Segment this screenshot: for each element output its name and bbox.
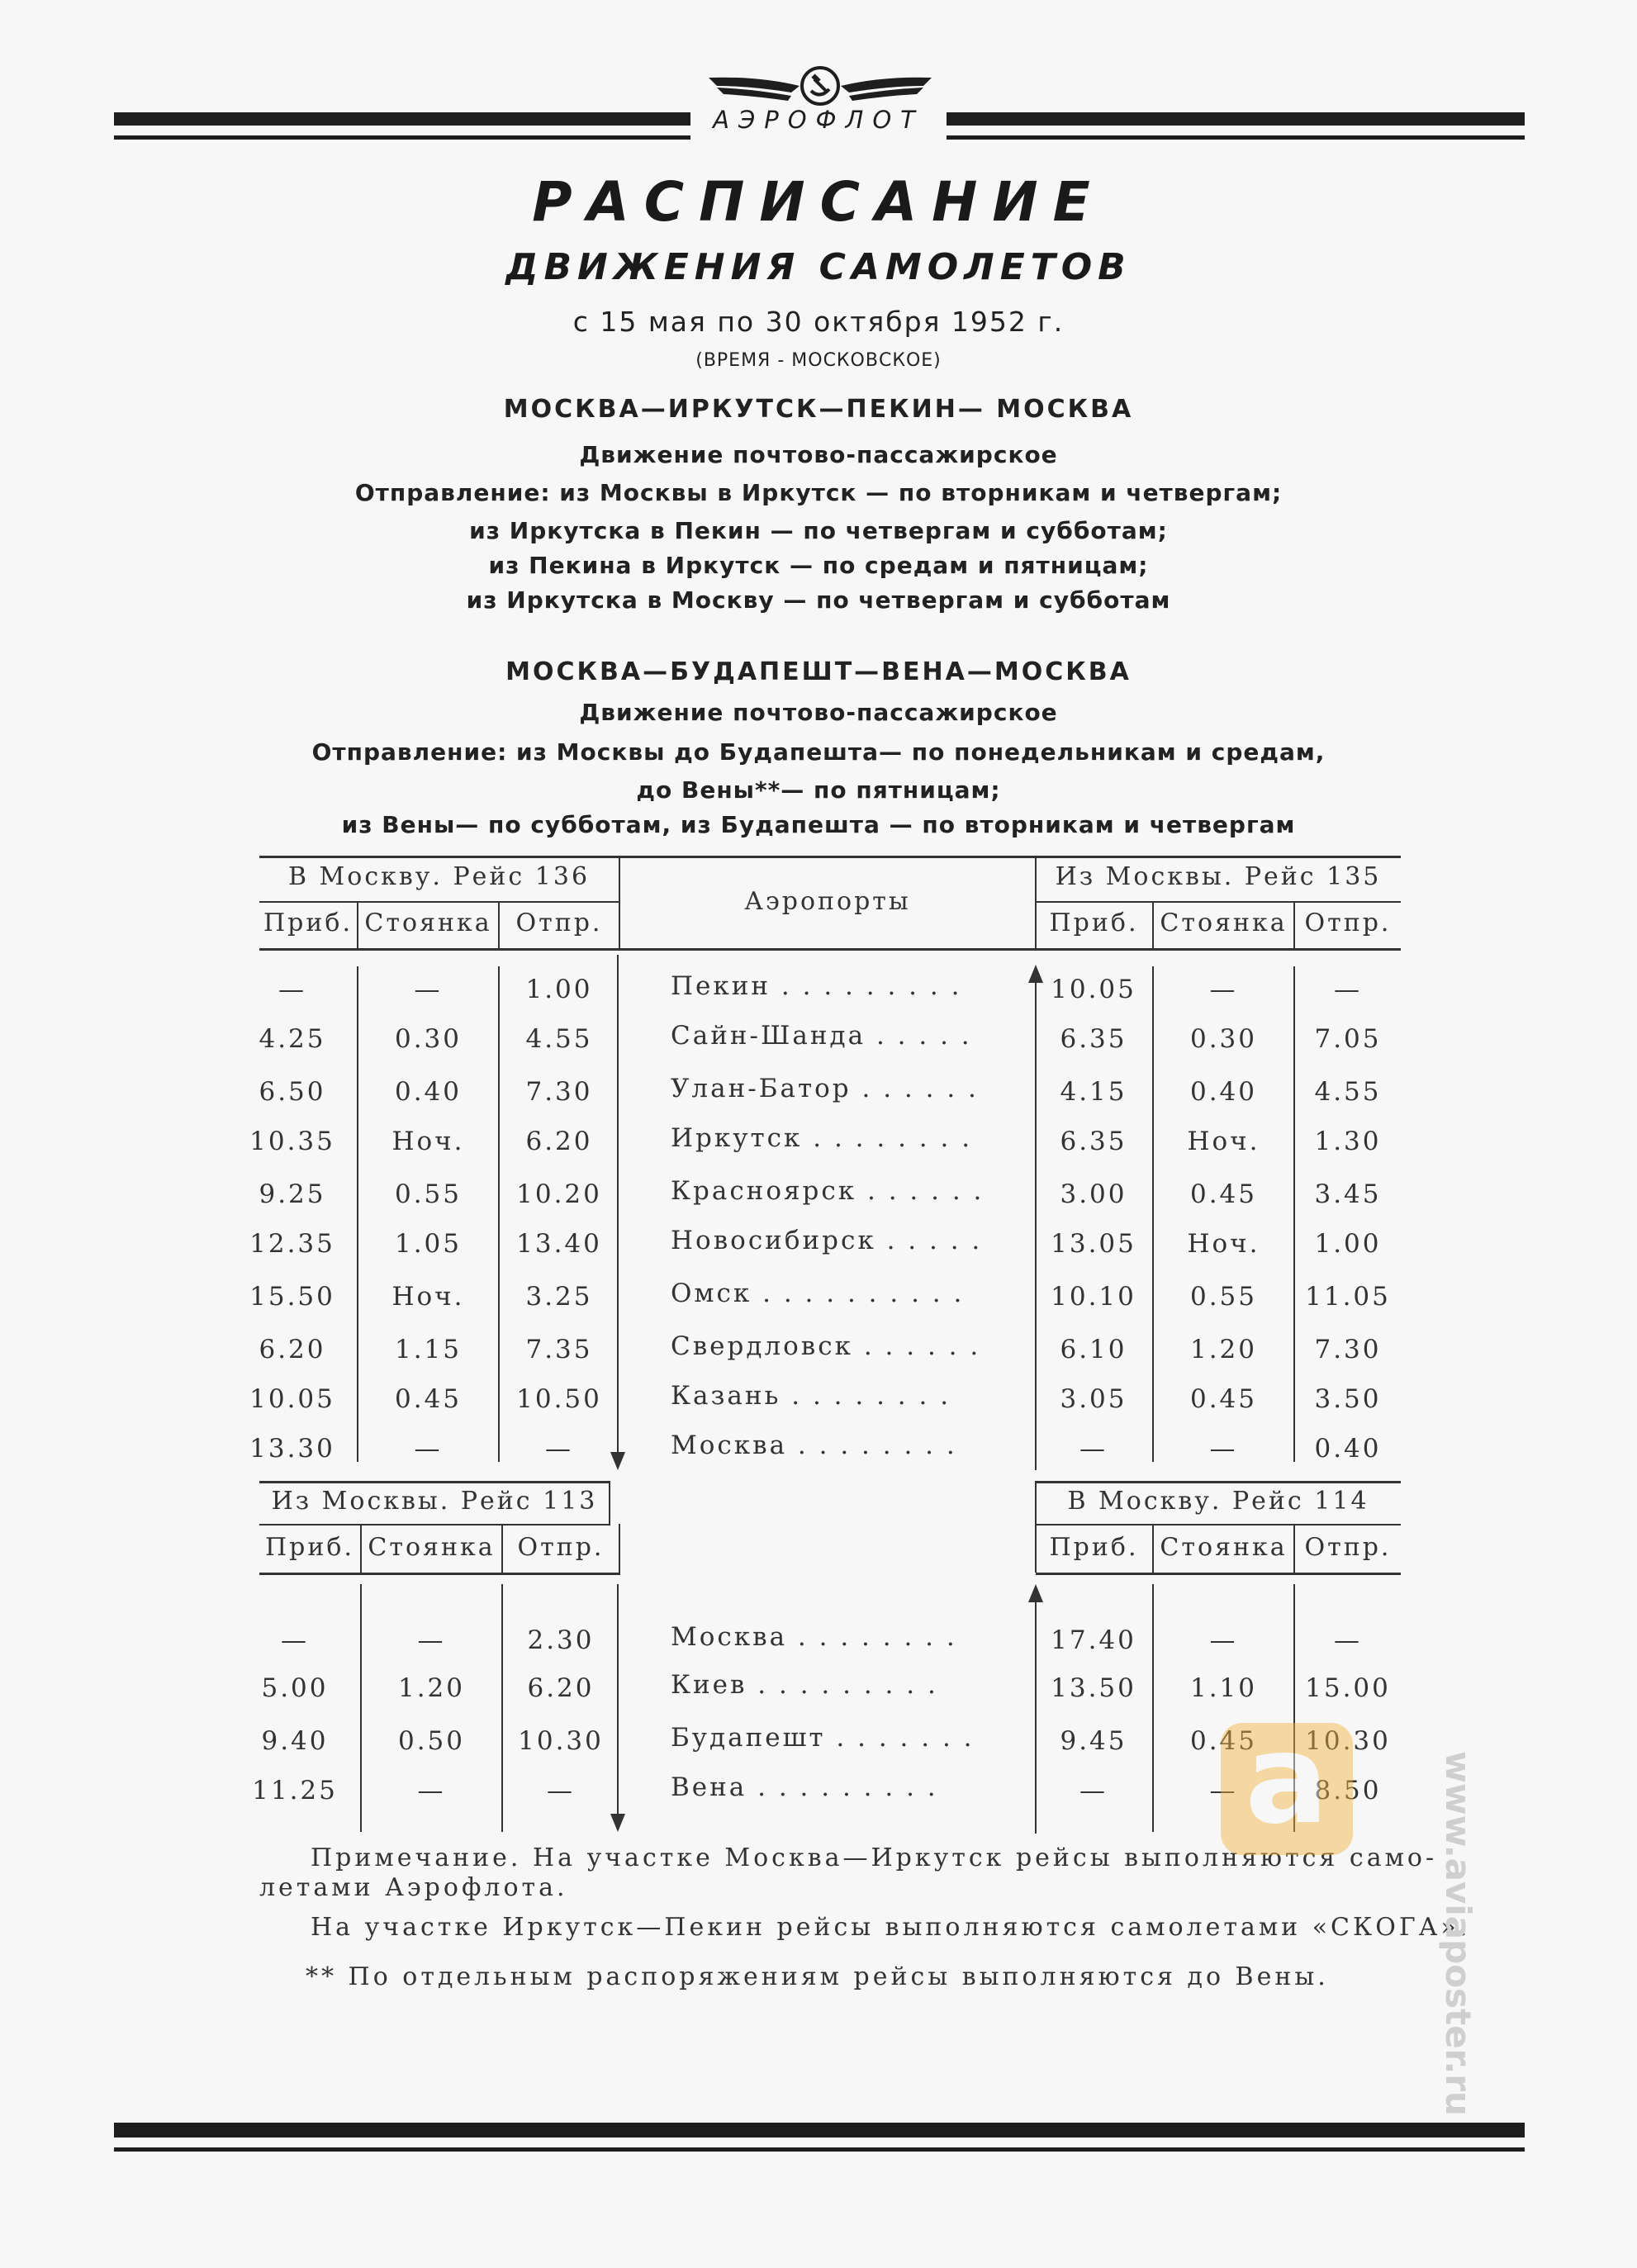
table-cell: — <box>1079 1776 1108 1805</box>
table-cell: — <box>417 1776 446 1805</box>
table2-sub-rule <box>259 1524 610 1525</box>
table-cell: 7.35 <box>525 1335 593 1364</box>
table-cell: 11.05 <box>1305 1282 1391 1312</box>
table-cell: 10.10 <box>1051 1282 1136 1312</box>
table2-header-rule <box>259 1573 620 1575</box>
up-arrow-line <box>1035 1601 1037 1834</box>
table-cell: 0.45 <box>394 1384 463 1414</box>
table-cell: 10.30 <box>1305 1726 1391 1756</box>
table2-right-title: В Москву. Рейс 114 <box>1067 1487 1369 1516</box>
table-cell: 7.30 <box>1314 1335 1382 1364</box>
col-arrival: Приб. <box>265 1533 354 1562</box>
down-arrow-icon <box>610 1814 625 1832</box>
table-cell: 5.00 <box>261 1673 329 1703</box>
route1-line: из Пекина в Иркутск — по средам и пятницам; <box>488 552 1149 579</box>
table-cell: — <box>281 1625 309 1655</box>
airport-name: Красноярск . . . . . . <box>671 1176 985 1206</box>
airport-name: Москва . . . . . . . . <box>671 1431 957 1460</box>
route2-line: из Вены— по субботам, из Будапешта — по вторникам и четвергам <box>341 811 1296 838</box>
table-cell: — <box>1209 975 1238 1004</box>
table-cell: 0.30 <box>1189 1024 1258 1054</box>
table-cell: — <box>1209 1434 1238 1464</box>
table-cell: — <box>417 1625 446 1655</box>
time-note: (ВРЕМЯ - МОСКОВСКОЕ) <box>695 350 942 371</box>
table2-left-title: Из Москвы. Рейс 113 <box>271 1487 598 1516</box>
table-cell: 6.20 <box>259 1335 326 1364</box>
table2-header-rule <box>1036 1573 1401 1575</box>
period: с 15 мая по 30 октября 1952 г. <box>572 306 1065 338</box>
route1-name: МОСКВА—ИРКУТСК—ПЕКИН— МОСКВА <box>503 395 1134 424</box>
page-subtitle: ДВИЖЕНИЯ САМОЛЕТОВ <box>505 246 1132 288</box>
table-cell: 15.50 <box>249 1282 335 1312</box>
col-departure: Отпр. <box>517 1533 605 1562</box>
note-line: ** По отдельным распоряжениям рейсы выполняются до Вены. <box>306 1962 1329 1991</box>
table-cell: 1.10 <box>1189 1673 1258 1703</box>
table-cell: 4.55 <box>1314 1077 1382 1107</box>
col-arrival: Приб. <box>1049 1533 1139 1562</box>
table-cell: 4.55 <box>525 1024 593 1054</box>
table-cell: 9.40 <box>261 1726 329 1756</box>
table-cell: — <box>278 975 306 1004</box>
watermark-letter: a <box>1245 1708 1329 1852</box>
table-cell: 3.25 <box>525 1282 593 1312</box>
col-stop: Стоянка <box>368 1533 496 1562</box>
route2-line: Отправление: из Москвы до Будапешта— по понедельникам и средам, <box>311 738 1326 766</box>
route1-line: Отправление: из Москвы в Иркутск — по вторникам и четвергам; <box>354 479 1283 506</box>
table-cell: 10.35 <box>249 1127 335 1156</box>
airport-name: Улан-Батор . . . . . . <box>671 1074 979 1103</box>
table-cell: — <box>1334 1625 1362 1655</box>
table-cell: 0.45 <box>1189 1726 1258 1756</box>
table-cell: 10.50 <box>516 1384 602 1414</box>
bottom-bar-thin <box>114 2147 1525 2152</box>
table-cell: 17.40 <box>1051 1625 1136 1655</box>
table-cell: Ноч. <box>1187 1127 1260 1156</box>
table-cell: 6.20 <box>527 1673 595 1703</box>
airports-header: Аэропорты <box>744 887 911 916</box>
note-line: летами Аэрофлота. <box>259 1873 568 1902</box>
table-cell: 11.25 <box>252 1776 338 1805</box>
table1-sub-rule-right <box>1036 901 1401 903</box>
table-cell: 0.55 <box>1189 1282 1258 1312</box>
table2-top-rule <box>1036 1481 1401 1483</box>
table-cell: 3.00 <box>1060 1179 1127 1209</box>
watermark-logo <box>1221 1708 1353 1855</box>
airport-name: Омск . . . . . . . . . . <box>671 1279 965 1308</box>
table-cell: 6.20 <box>525 1127 593 1156</box>
col-stop: Стоянка <box>364 909 492 937</box>
table-cell: — <box>1209 1625 1238 1655</box>
table-cell: 10.05 <box>249 1384 335 1414</box>
table-cell: 7.05 <box>1314 1024 1382 1054</box>
table-cell: 0.30 <box>394 1024 463 1054</box>
table-cell: — <box>414 1434 443 1464</box>
table-cell: 9.25 <box>259 1179 326 1209</box>
route2-line: до Вены**— по пятницам; <box>636 776 1001 804</box>
table-cell: 13.05 <box>1051 1229 1136 1259</box>
airport-name: Киев . . . . . . . . . <box>671 1670 938 1700</box>
bottom-bar-thick <box>114 2123 1525 2138</box>
table-cell: 4.15 <box>1060 1077 1127 1107</box>
table1-right-title: Из Москвы. Рейс 135 <box>1055 862 1382 891</box>
table-cell: 7.30 <box>525 1077 593 1107</box>
airport-name: Будапешт . . . . . . . <box>671 1723 975 1753</box>
table1-top-rule <box>259 856 1401 858</box>
table-cell: 6.35 <box>1060 1127 1127 1156</box>
table2-vrule <box>619 1524 620 1573</box>
table-cell: 10.30 <box>518 1726 604 1756</box>
table-cell: 9.45 <box>1060 1726 1127 1756</box>
airport-name: Вена . . . . . . . . . <box>671 1772 938 1802</box>
page-title: РАСПИСАНИЕ <box>532 170 1105 234</box>
col-departure: Отпр. <box>1304 1533 1392 1562</box>
col-arrival: Приб. <box>263 909 353 937</box>
table1-sub-rule-left <box>259 901 619 903</box>
route1-type: Движение почтово-пассажирское <box>579 441 1058 468</box>
table-cell: 1.30 <box>1314 1127 1382 1156</box>
table-cell: 4.25 <box>259 1024 326 1054</box>
table-cell: — <box>1079 1434 1108 1464</box>
table-cell: 1.00 <box>1314 1229 1382 1259</box>
table-cell: 1.20 <box>397 1673 466 1703</box>
table-cell: 0.55 <box>394 1179 463 1209</box>
up-arrow-icon <box>1028 1584 1043 1602</box>
table-cell: 10.05 <box>1051 975 1136 1004</box>
table1-header-rule <box>259 948 1401 951</box>
table-cell: — <box>414 975 443 1004</box>
table-cell: — <box>1209 1776 1238 1805</box>
brand-name: АЭРОФЛОТ <box>713 106 924 134</box>
table-cell: 6.10 <box>1060 1335 1127 1364</box>
table-cell: 0.45 <box>1189 1384 1258 1414</box>
table2-top-rule <box>259 1481 610 1483</box>
route2-type: Движение почтово-пассажирское <box>579 699 1058 726</box>
table-cell: 13.30 <box>249 1434 335 1464</box>
table-cell: 15.00 <box>1305 1673 1391 1703</box>
table-cell: 1.15 <box>394 1335 463 1364</box>
route2-name: МОСКВА—БУДАПЕШТ—ВЕНА—МОСКВА <box>505 657 1132 686</box>
table-cell: — <box>1334 975 1362 1004</box>
note-line: Примечание. На участке Москва—Иркутск рейсы выполняются само- <box>311 1843 1438 1872</box>
watermark-url: www.aviaposter.ru <box>1438 1751 1478 2116</box>
col-stop: Стоянка <box>1160 909 1288 937</box>
airport-name: Свердловск . . . . . . <box>671 1331 981 1361</box>
table-cell: 1.20 <box>1189 1335 1258 1364</box>
table-cell: 0.40 <box>394 1077 463 1107</box>
table-cell: 0.40 <box>1189 1077 1258 1107</box>
airport-name: Сайн-Шанда . . . . . <box>671 1021 972 1051</box>
col-arrival: Приб. <box>1049 909 1139 937</box>
table1-left-title: В Москву. Рейс 136 <box>287 862 591 891</box>
table-cell: 13.50 <box>1051 1673 1136 1703</box>
table-cell: Ноч. <box>1187 1229 1260 1259</box>
table-cell: 8.50 <box>1314 1776 1382 1805</box>
aeroflot-wings-logo <box>709 61 932 112</box>
airport-name: Иркутск . . . . . . . . <box>671 1123 973 1153</box>
note-line: На участке Иркутск—Пекин рейсы выполняются самолетами «СКОГА». <box>311 1913 1471 1942</box>
up-arrow-icon <box>1028 965 1043 983</box>
airport-name: Москва . . . . . . . . <box>671 1622 957 1652</box>
table-cell: — <box>545 1434 573 1464</box>
col-stop: Стоянка <box>1160 1533 1288 1562</box>
table-cell: 6.35 <box>1060 1024 1127 1054</box>
table-cell: 2.30 <box>527 1625 595 1655</box>
route1-line: из Иркутска в Москву — по четвергам и субботам <box>466 586 1171 614</box>
airport-name: Казань . . . . . . . . <box>671 1381 951 1411</box>
table-cell: 0.45 <box>1189 1179 1258 1209</box>
route1-line: из Иркутска в Пекин — по четвергам и субботам; <box>469 517 1168 544</box>
table-cell: 10.20 <box>516 1179 602 1209</box>
table-cell: 3.50 <box>1314 1384 1382 1414</box>
table-cell: 12.35 <box>249 1229 335 1259</box>
airport-name: Новосибирск . . . . . <box>671 1226 983 1255</box>
table-cell: 1.00 <box>525 975 593 1004</box>
table-cell: 0.40 <box>1314 1434 1382 1464</box>
up-arrow-line <box>1035 975 1037 1470</box>
table-cell: 0.50 <box>397 1726 466 1756</box>
col-departure: Отпр. <box>1304 909 1392 937</box>
airport-name: Пекин . . . . . . . . . <box>671 971 962 1001</box>
table-cell: 13.40 <box>516 1229 602 1259</box>
table-cell: Ноч. <box>391 1127 465 1156</box>
table-cell: 1.05 <box>394 1229 463 1259</box>
table-cell: 3.45 <box>1314 1179 1382 1209</box>
table-cell: 6.50 <box>259 1077 326 1107</box>
table2-sub-rule <box>1036 1524 1401 1525</box>
table-cell: 3.05 <box>1060 1384 1127 1414</box>
table-cell: Ноч. <box>391 1282 465 1312</box>
col-departure: Отпр. <box>515 909 603 937</box>
table-cell: — <box>547 1776 575 1805</box>
